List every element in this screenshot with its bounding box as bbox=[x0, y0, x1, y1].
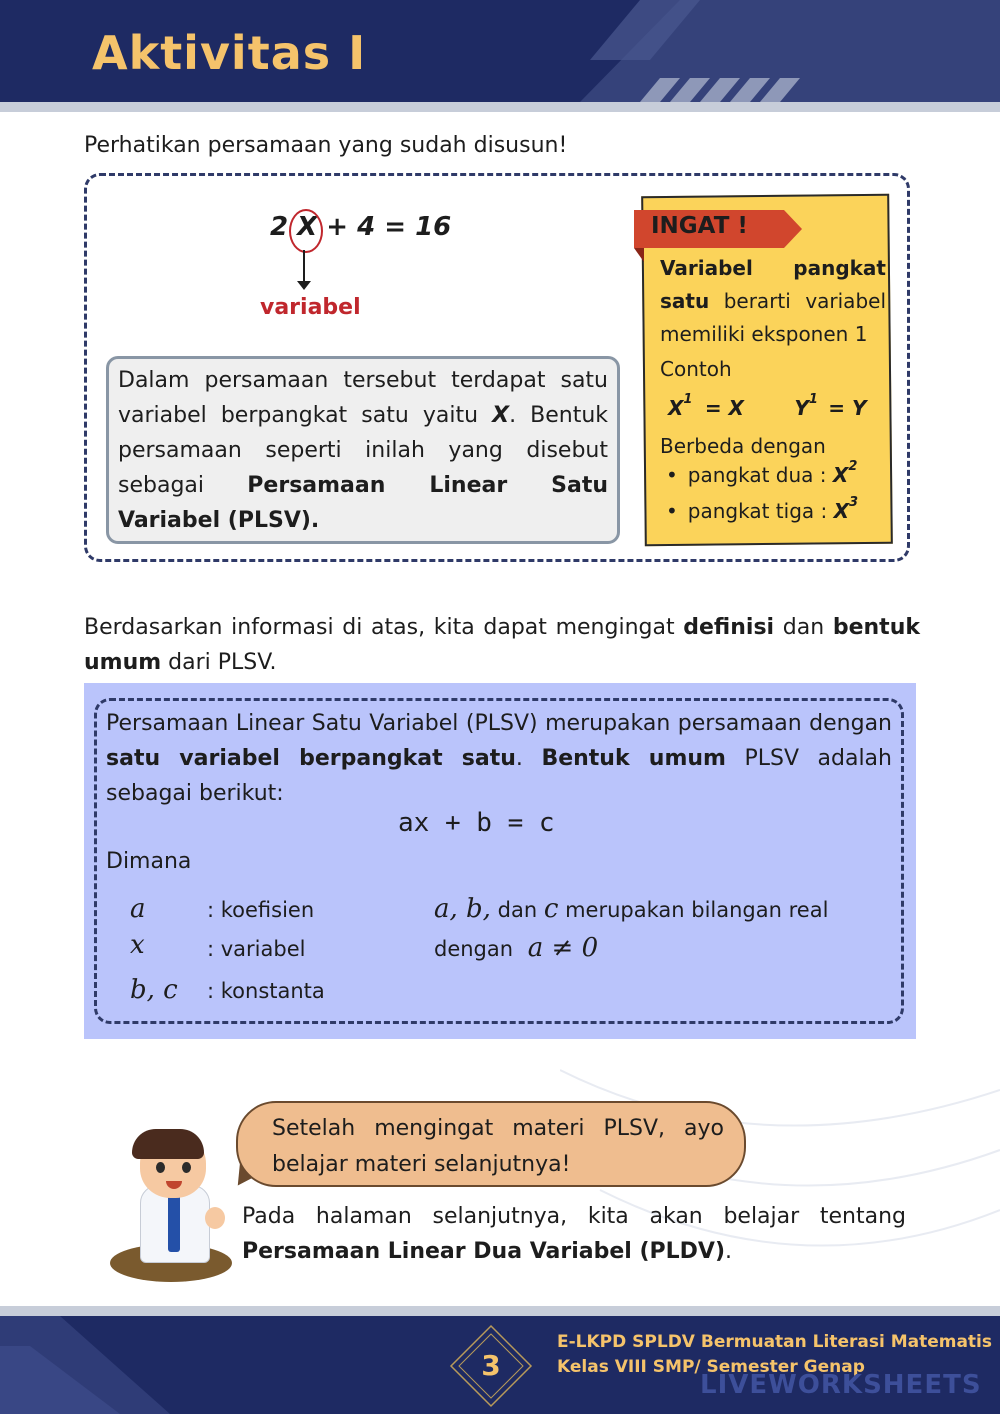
paragraph-next-topic bbox=[242, 1199, 906, 1269]
equation-variable: X bbox=[297, 212, 318, 242]
dimana-label: Dimana bbox=[106, 849, 192, 874]
info-var: X bbox=[492, 403, 510, 428]
equation-left: 2 bbox=[270, 212, 289, 242]
page-title: Aktivitas I bbox=[92, 26, 367, 80]
ingat-text: berarti variabel memiliki eksponen 1 bbox=[660, 289, 886, 346]
ex2-exp: 1 bbox=[808, 392, 818, 407]
item1-base: X bbox=[832, 463, 849, 487]
definition-text bbox=[106, 706, 892, 811]
ingat-tag-fold bbox=[634, 248, 644, 262]
berbeda-item-2: • pangkat tiga : $X^3$ bbox=[666, 495, 859, 523]
note-c: c bbox=[543, 894, 559, 924]
para3-text-1: Pada halaman selanjutnya, kita akan belajar tentang bbox=[242, 1204, 906, 1229]
arrow-down-icon bbox=[297, 281, 311, 290]
intro-text: Perhatikan persamaan yang sudah disusun! bbox=[84, 133, 568, 158]
desc-bc: : konstanta bbox=[207, 979, 325, 1003]
info-bold: Persamaan Linear Satu Variabel (PLSV). bbox=[118, 473, 609, 533]
para2-text-3: dari PLSV. bbox=[161, 650, 277, 675]
equation-right: + 4 = 16 bbox=[326, 212, 452, 242]
character-eye-right bbox=[182, 1162, 191, 1173]
ex1-base: X bbox=[668, 396, 684, 420]
arrow-line bbox=[303, 250, 305, 285]
item1-exp: 2 bbox=[848, 459, 858, 474]
footer-divider bbox=[0, 1306, 1000, 1316]
footer-line-1: E-LKPD SPLDV Bermuatan Literasi Matematis bbox=[557, 1332, 993, 1352]
plsv-explanation-box bbox=[106, 356, 620, 544]
note-dan: dan bbox=[497, 898, 538, 922]
ex2-rhs: = Y bbox=[828, 396, 867, 420]
desc-x: : variabel bbox=[207, 937, 306, 961]
contoh-examples bbox=[660, 392, 886, 428]
character-hand bbox=[205, 1207, 225, 1229]
info-text-1: Dalam persamaan tersebut terdapat satu variabel berpangkat satu yaitu bbox=[118, 368, 608, 428]
para3-text-2: . bbox=[725, 1239, 733, 1264]
note-text: merupakan bilangan real bbox=[565, 898, 829, 922]
ex1-rhs: = X bbox=[704, 396, 744, 420]
berbeda-item-1: • pangkat dua : $X^2$ bbox=[666, 459, 858, 487]
desc-a: : koefisien bbox=[207, 898, 315, 922]
condition-note bbox=[434, 933, 598, 963]
para2-text-1: Berdasarkan informasi di atas, kita dapat mengingat bbox=[84, 615, 684, 640]
para2-bold-2: bentuk umum bbox=[84, 615, 920, 675]
item2-exp: 3 bbox=[849, 495, 859, 510]
note-symbols: a, b, bbox=[434, 894, 491, 924]
def-bold-1: satu variabel berpangkat satu bbox=[106, 746, 516, 771]
real-number-note bbox=[434, 894, 828, 924]
paragraph-definition-intro bbox=[84, 610, 920, 680]
info-text-2: . Bentuk persamaan seperti inilah yang disebut sebagai bbox=[118, 403, 609, 498]
general-form-formula: ax + b = c bbox=[398, 808, 555, 838]
note-condition: a ≠ 0 bbox=[527, 933, 599, 963]
def-text-3: PLSV adalah sebagai berikut: bbox=[106, 746, 892, 806]
symbol-bc: b, c bbox=[130, 975, 178, 1005]
footer-line-2: Kelas VIII SMP/ Semester Genap bbox=[557, 1357, 865, 1377]
character-hair bbox=[132, 1129, 204, 1159]
def-text-1: Persamaan Linear Satu Variabel (PLSV) merupakan persamaan dengan bbox=[106, 711, 892, 736]
ex1-exp: 1 bbox=[683, 392, 693, 407]
header-divider bbox=[0, 102, 1000, 112]
def-text-2: . bbox=[515, 746, 542, 771]
page-number: 3 bbox=[481, 1349, 501, 1382]
contoh-label: Contoh bbox=[660, 357, 732, 381]
ex2-base: Y bbox=[794, 396, 809, 420]
item2-base: X bbox=[833, 499, 850, 523]
para2-bold-1: definisi bbox=[683, 615, 775, 640]
speech-bubble: Setelah mengingat materi PLSV, ayo belajar materi selanjutnya! bbox=[236, 1101, 746, 1187]
ingat-bold: Variabel pangkat satu bbox=[660, 256, 886, 313]
def-bold-2: Bentuk umum bbox=[541, 746, 726, 771]
item1-label: pangkat dua : bbox=[687, 463, 827, 487]
ingat-body bbox=[660, 252, 886, 531]
symbol-x: x bbox=[130, 930, 145, 960]
ingat-title: INGAT ! bbox=[651, 213, 748, 239]
variable-label: variabel bbox=[260, 295, 361, 320]
character-eye-left bbox=[156, 1162, 165, 1173]
variable-circle bbox=[289, 209, 323, 253]
para3-bold: Persamaan Linear Dua Variabel (PLDV) bbox=[242, 1239, 726, 1264]
liveworksheets-watermark: LIVEWORKSHEETS bbox=[700, 1370, 982, 1400]
symbol-a: a bbox=[130, 894, 146, 924]
note-dengan: dengan bbox=[434, 937, 514, 961]
berbeda-label: Berbeda dengan bbox=[660, 434, 826, 458]
para2-text-2: dan bbox=[774, 615, 833, 640]
character-tie bbox=[168, 1190, 180, 1252]
item2-label: pangkat tiga : bbox=[687, 499, 828, 523]
